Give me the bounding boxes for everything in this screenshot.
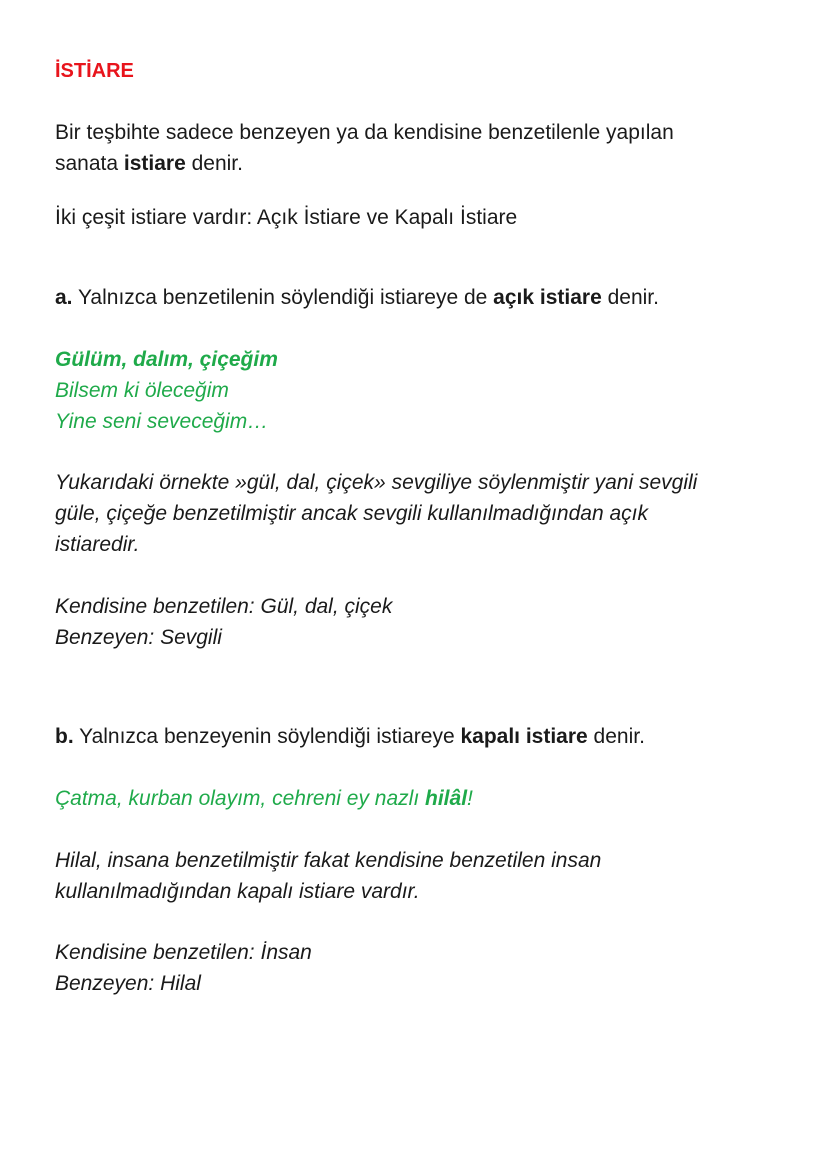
term-istiare: istiare (123, 152, 186, 175)
section-b-explanation-line: kullanılmadığından kapalı istiare vardır. (55, 880, 420, 903)
section-a-explanation-line: Yukarıdaki örnekte »gül, dal, çiçek» sevgiliye söylenmiştir yani sevgili (55, 471, 698, 494)
types-line: İki çeşit istiare vardır: Açık İstiare ve Kapalı İstiare (55, 206, 518, 229)
intro-line-2: sanata istiare denir. (55, 152, 243, 175)
intro-line-1: Bir teşbihte sadece benzeyen ya da kendisine benzetilenle yapılan (55, 121, 674, 144)
term-acik-istiare: açık istiare (493, 286, 602, 309)
section-a-compared: Benzeyen: Sevgili (55, 626, 222, 649)
term-hilal: hilâl (425, 787, 468, 810)
term-kapali-istiare: kapalı istiare (460, 725, 588, 748)
section-b-definition: b. Yalnızca benzeyenin söylendiği istiareye kapalı istiare denir. (55, 725, 645, 748)
section-a-explanation-line: istiaredir. (55, 533, 140, 556)
page-title: İSTİARE (55, 60, 134, 82)
section-a-explanation-line: güle, çiçeğe benzetilmiştir ancak sevgili kullanılmadığından açık (55, 502, 648, 525)
section-b-compared-to: Kendisine benzetilen: İnsan (55, 941, 312, 964)
section-b-compared: Benzeyen: Hilal (55, 972, 201, 995)
poem-line: Bilsem ki öleceğim (55, 379, 229, 402)
section-b-marker: b. (55, 725, 74, 748)
poem-line: Gülüm, dalım, çiçeğim (55, 348, 278, 371)
section-b-example: Çatma, kurban olayım, cehreni ey nazlı hilâl! (55, 787, 473, 810)
section-b-explanation-line: Hilal, insana benzetilmiştir fakat kendisine benzetilen insan (55, 849, 602, 872)
poem-line: Yine seni seveceğim… (55, 410, 269, 433)
section-a-compared-to: Kendisine benzetilen: Gül, dal, çiçek (55, 595, 393, 618)
section-a-marker: a. (55, 286, 73, 309)
section-a-definition: a. Yalnızca benzetilenin söylendiği istiareye de açık istiare denir. (55, 286, 659, 309)
